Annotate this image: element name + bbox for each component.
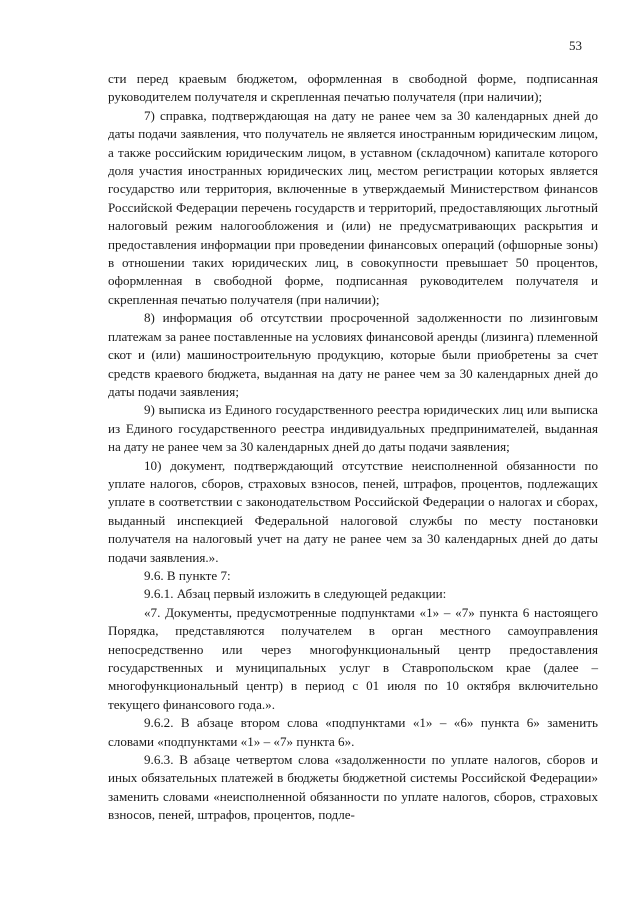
body-paragraph: сти перед краевым бюджетом, оформленная в свободной форме, подписанная руководителем получателя и скрепленная печатью получателя (при наличии); bbox=[108, 71, 598, 105]
body-paragraph: 10) документ, подтверждающий отсутствие неисполненной обязанности по уплате налогов, сборов, страховых взносов, пеней, штрафов, процентов, подлежащих уплате в соответствии с законодательством Российской Федерации о налогах и сборах, выданный инспекцией Федеральной налоговой службы по месту постановки получателя на налоговый учет на дату не ранее чем за 30 календарных дней до даты подачи заявления.». bbox=[108, 457, 598, 565]
page-number: 53 bbox=[569, 38, 582, 53]
body-paragraph: 9.6.1. Абзац первый изложить в следующей редакции: bbox=[144, 586, 447, 602]
body-paragraph: 9.6.2. В абзаце втором слова «подпунктами «1» – «6» пункта 6» заменить словами «подпунктами «1» – «7» пункта 6». bbox=[108, 715, 598, 749]
body-paragraph: 8) информация об отсутствии просроченной задолженности по лизинговым платежам за ранее поставленные на условиях финансовой аренды (лизинга) племенной скот и (или) машиностроительную продукцию, которые были приобретены за счет средств краевого бюджета, выданная на дату не ранее чем за 30 календарных дней до даты подачи заявления; bbox=[108, 310, 598, 399]
body-paragraph: 9.6.3. В абзаце четвертом слова «задолженности по уплате налогов, сборов и иных обязательных платежей в бюджеты бюджетной системы Российской Федерации» заменить словами «неисполненной обязанности по уплате налогов, сборов, страховых взносов, пеней, штрафов, процентов, подле- bbox=[108, 752, 598, 823]
body-paragraph: «7. Документы, предусмотренные подпунктами «1» – «7» пункта 6 настоящего Порядка, представляются получателем в орган местного самоуправления непосредственно или через многофункциональный центр предоставления государственных и муниципальных услуг в Ставропольском крае (далее – многофункциональный центр) в период с 01 июля по 10 октября включительно текущего финансового года.». bbox=[108, 604, 598, 712]
body-paragraph: 9) выписка из Единого государственного реестра юридических лиц или выписка из Единого государственного реестра индивидуальных предпринимателей, выданная на дату не ранее чем за 30 календарных дней до даты подачи заявления; bbox=[108, 402, 598, 455]
body-paragraph: 9.6. В пункте 7: bbox=[144, 567, 231, 583]
document-body bbox=[108, 70, 598, 825]
body-paragraph: 7) справка, подтверждающая на дату не ранее чем за 30 календарных дней до даты подачи заявления, что получатель не является иностранным юридическим лицом, а также российским юридическим лицом, в уставном (складочном) капитале которого доля участия иностранных юридических лиц, местом регистрации которых является государство или территория, включенные в утверждаемый Министерством финансов Российской Федерации перечень государств и территорий, предоставляющих льготный налоговый режим налогообложения и (или) не предусматривающих раскрытия и предоставления информации при проведении финансовых операций (офшорные зоны) в отношении таких юридических лиц, в совокупности превышает 50 процентов, оформленная в свободной форме, подписанная руководителем получателя и скрепленная печатью получателя (при наличии); bbox=[108, 107, 598, 307]
